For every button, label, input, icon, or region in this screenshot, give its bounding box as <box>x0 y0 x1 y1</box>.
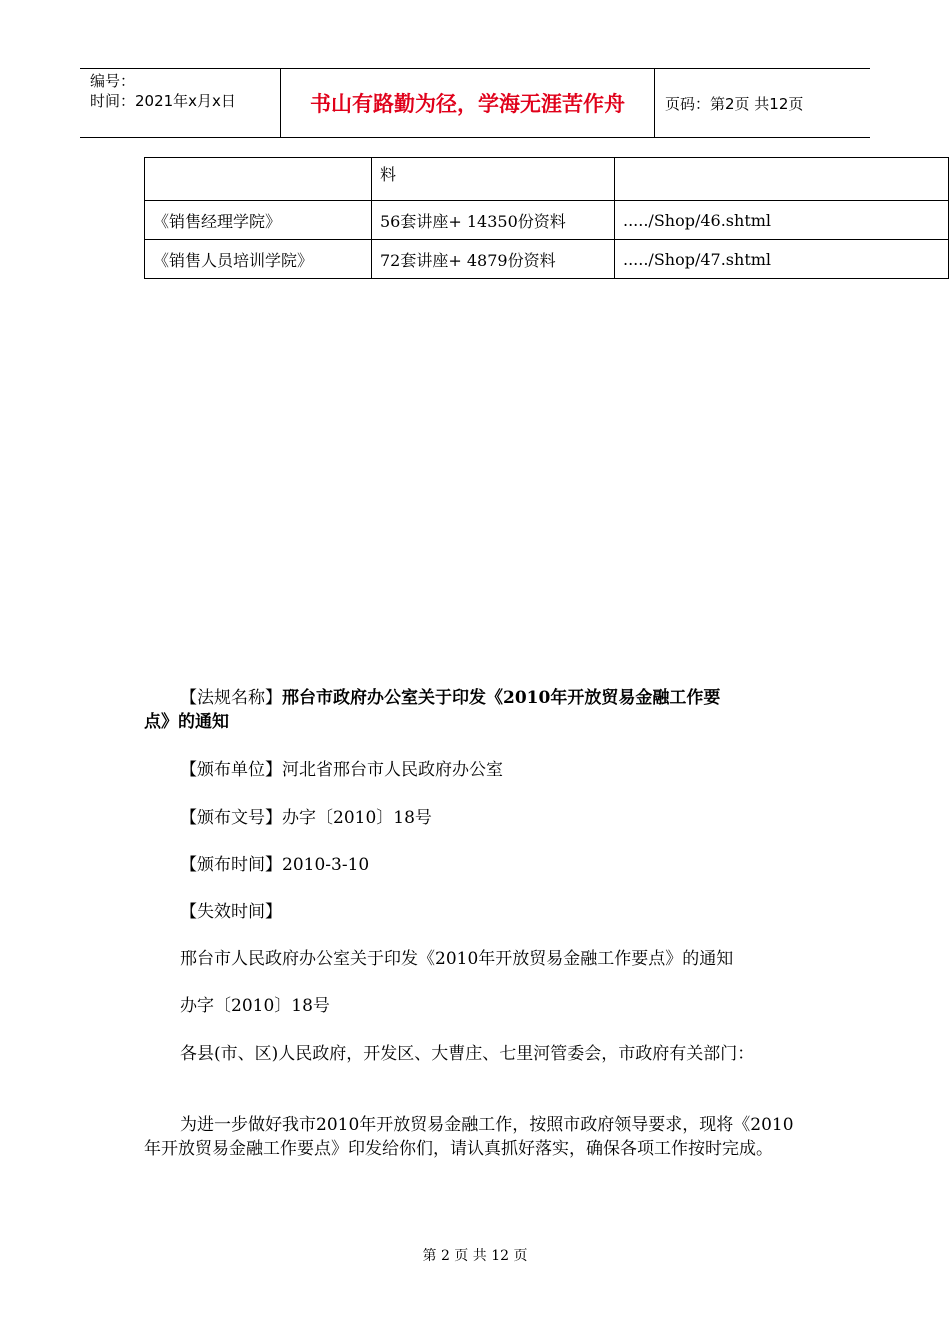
issue-date-line: 【颁布时间】2010-3-10 <box>180 855 370 875</box>
page-header <box>80 68 870 138</box>
doc-number-line: 【颁布文号】办字〔2010〕18号 <box>180 808 432 828</box>
issuer-line: 【颁布单位】河北省邢台市人民政府办公室 <box>180 760 503 780</box>
ref-number: 办字〔2010〕18号 <box>180 996 330 1016</box>
table-cell: 56套讲座+ 14350份资料 <box>372 201 615 240</box>
catalog-table <box>144 157 949 279</box>
header-page-number: 页码：第2页 共12页 <box>665 94 804 113</box>
expire-line: 【失效时间】 <box>180 902 282 922</box>
header-meta <box>80 69 281 137</box>
table-cell: 72套讲座+ 4879份资料 <box>372 240 615 279</box>
time-label: 时间：2021年x月x日 <box>90 92 236 110</box>
regulation-title <box>144 686 804 734</box>
notice-heading: 邢台市人民政府办公室关于印发《2010年开放贸易金融工作要点》的通知 <box>180 949 734 969</box>
table-cell-link: ...../Shop/47.shtml <box>615 240 949 279</box>
table-row <box>145 240 949 279</box>
title-line1: 邢台市政府办公室关于印发《2010年开放贸易金融工作要 <box>282 688 721 708</box>
table-cell: 料 <box>372 158 615 201</box>
table-cell: 《销售人员培训学院》 <box>145 240 372 279</box>
table-cell <box>145 158 372 201</box>
table-row <box>145 201 949 240</box>
header-motto: 书山有路勤为径，学海无涯苦作舟 <box>281 69 655 137</box>
table-cell: 《销售经理学院》 <box>145 201 372 240</box>
title-line2: 点》的通知 <box>144 712 229 732</box>
table-cell <box>615 158 949 201</box>
number-label: 编号： <box>90 72 136 90</box>
recipients-paragraph: 各县(市、区)人民政府，开发区、大曹庄、七里河管委会，市政府有关部门： <box>180 1044 755 1064</box>
body-paragraph: 为进一步做好我市2010年开放贸易金融工作，按照市政府领导要求，现将《2010年开放贸易金融工作要点》印发给你们，请认真抓好落实，确保各项工作按时完成。 <box>144 1115 794 1159</box>
table-cell-link: ...../Shop/46.shtml <box>615 201 949 240</box>
title-label: 【法规名称】 <box>180 688 282 708</box>
table-row <box>145 158 949 201</box>
page-footer: 第 2 页 共 12 页 <box>422 1248 528 1264</box>
